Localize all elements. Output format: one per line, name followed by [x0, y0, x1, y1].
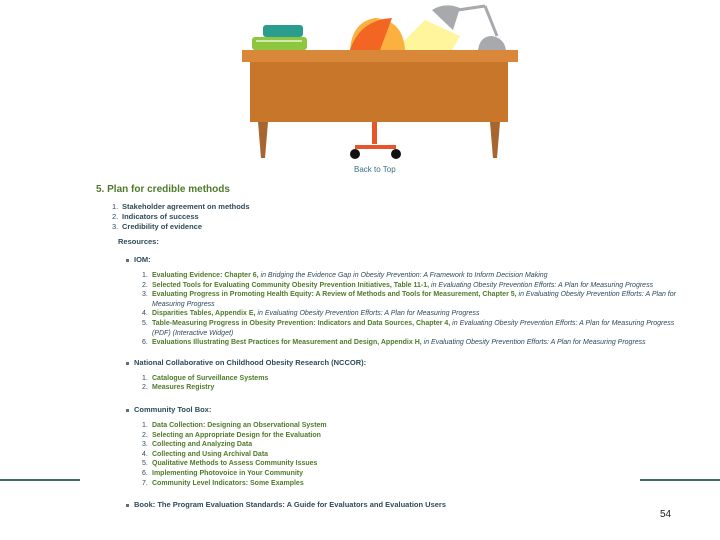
resource-group-community-tool-box	[126, 405, 676, 488]
list-item: 4. Disparities Tables, Appendix E, in Evaluating Obesity Prevention Efforts: A Plan for Measuring Progress	[142, 310, 480, 318]
resource-link[interactable]: Measures Registry	[152, 384, 215, 392]
page-number: 54	[660, 509, 672, 520]
toc-item[interactable]: 2. Indicators of success	[112, 212, 199, 221]
list-item: 2. Selected Tools for Evaluating Community Obesity Prevention Initiatives, Table 11-1, in Evaluating Obesity Prevention Efforts: A Plan for Measuring Progress	[142, 281, 654, 289]
bullet-icon	[126, 409, 129, 412]
resource-link[interactable]: Selecting an Appropriate Design for the Evaluation	[152, 431, 321, 439]
resource-link[interactable]: Catalogue of Surveillance Systems	[152, 374, 269, 382]
list-item: 5. Qualitative Methods to Assess Community Issues	[142, 460, 318, 468]
section-title: 5. Plan for credible methods	[96, 184, 230, 195]
book-teal	[263, 25, 303, 37]
desk-leg-left	[258, 122, 268, 158]
content-section	[96, 183, 676, 510]
resource-link[interactable]: Data Collection: Designing an Observational System	[152, 421, 327, 429]
list-item: 5. Table-Measuring Progress in Obesity Prevention: Indicators and Data Sources, Chapter 4, in Evaluating Obesity Prevention Efforts: A Plan for Measuring Progress (PDF) (Interactive Widget)	[142, 319, 675, 337]
group-title: Community Tool Box:	[134, 404, 212, 414]
bullet-icon	[126, 504, 129, 507]
section-toc	[112, 202, 676, 232]
resource-group-nccor	[126, 358, 676, 393]
resource-link[interactable]: Qualitative Methods to Assess Community Issues	[152, 460, 318, 468]
list-item: 3. Collecting and Analyzing Data	[142, 441, 253, 449]
resource-link[interactable]: Collecting and Analyzing Data	[152, 441, 253, 449]
bullet-icon	[126, 362, 129, 365]
group-title: IOM:	[134, 255, 151, 264]
chair-wheel-left	[350, 149, 360, 159]
chair-post	[372, 122, 377, 144]
back-to-top-link[interactable]: Back to Top	[354, 165, 396, 174]
list-item: 6. Implementing Photovoice in Your Community	[142, 469, 304, 477]
resources-label: Resources:	[118, 237, 159, 246]
book-green	[252, 37, 307, 50]
desk-body	[250, 62, 508, 122]
resource-group-iom	[126, 255, 676, 348]
toc-item[interactable]: 1. Stakeholder agreement on methods	[112, 202, 250, 211]
list-item: 1. Evaluating Evidence: Chapter 6, in Bridging the Evidence Gap in Obesity Prevention: A Framework to Inform Decision Making	[142, 272, 548, 279]
list-item: 7. Community Level Indicators: Some Examples	[142, 479, 304, 487]
resource-link[interactable]: Selected Tools for Evaluating Community Obesity Prevention Initiatives, Table 11-1,	[152, 281, 430, 289]
list-item: 1. Catalogue of Surveillance Systems	[142, 374, 269, 382]
desk-top	[242, 50, 518, 62]
chair-wheel-right	[391, 149, 401, 159]
list-item: 2. Selecting an Appropriate Design for the Evaluation	[142, 431, 321, 439]
resource-link[interactable]: Implementing Photovoice in Your Community	[152, 469, 304, 477]
toc-link[interactable]: Indicators of success	[122, 212, 199, 221]
footer-rule-right	[640, 479, 720, 481]
toc-link[interactable]: Credibility of evidence	[122, 222, 203, 231]
resource-link[interactable]: Evaluating Progress in Promoting Health Equity: A Review of Methods and Tools for Measurement, Chapter 5,	[152, 291, 517, 299]
bullet-icon	[126, 259, 129, 262]
toc-item[interactable]: 3. Credibility of evidence	[112, 222, 203, 231]
resource-link[interactable]: Evaluating Evidence: Chapter 6,	[152, 272, 259, 279]
resource-link[interactable]: Collecting and Using Archival Data	[152, 450, 269, 458]
list-item: 3. Evaluating Progress in Promoting Health Equity: A Review of Methods and Tools for Measurement, Chapter 5, in Evaluating Obesity Prevention Efforts: A Plan for Measuring Progress	[142, 291, 676, 308]
group-title[interactable]: Book: The Program Evaluation Standards: A Guide for Evaluators and Evaluation Users	[134, 500, 447, 510]
list-item: 1. Data Collection: Designing an Observational System	[142, 421, 327, 429]
list-item: 6. Evaluations Illustrating Best Practices for Measurement and Design, Appendix H, in Evaluating Obesity Prevention Efforts: A Plan for Measuring Progress	[142, 339, 646, 347]
list-item: 2. Measures Registry	[142, 384, 215, 392]
group-title: National Collaborative on Childhood Obesity Research (NCCOR):	[134, 357, 367, 367]
resource-link[interactable]: Community Level Indicators: Some Examples	[152, 479, 304, 487]
desk-illustration	[0, 0, 720, 165]
list-item: 4. Collecting and Using Archival Data	[142, 450, 269, 458]
resource-group-book	[126, 500, 676, 510]
desk-leg-right	[490, 122, 500, 158]
resource-link[interactable]: Evaluations Illustrating Best Practices for Measurement and Design, Appendix H,	[152, 339, 422, 347]
resource-link[interactable]: Disparities Tables, Appendix E,	[152, 310, 256, 318]
footer-rule-left	[0, 479, 80, 481]
resource-link[interactable]: Table-Measuring Progress in Obesity Prevention: Indicators and Data Sources, Chapter 4,	[152, 319, 451, 327]
toc-link[interactable]: Stakeholder agreement on methods	[122, 202, 250, 211]
